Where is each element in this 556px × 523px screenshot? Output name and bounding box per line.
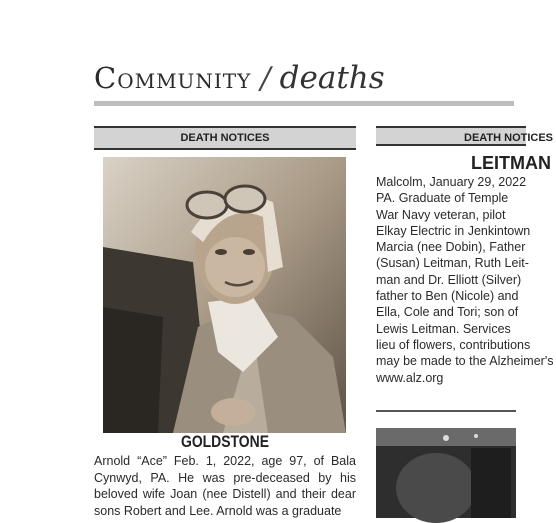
- body-line: man and Dr. Elliott (Silver): [376, 272, 522, 287]
- obituary-body-leitman: [376, 174, 556, 386]
- body-line: Lewis Leitman. Services: [376, 321, 511, 336]
- title-separator: /: [260, 61, 271, 96]
- obituary-name-goldstone: GOLDSTONE: [180, 432, 270, 451]
- subsection-title: deaths: [279, 60, 385, 96]
- body-line: War Navy veteran, pilot: [376, 207, 506, 222]
- body-line: Marcia (nee Dobin), Father: [376, 240, 526, 255]
- column-header-left: DEATH NOTICES: [94, 126, 356, 150]
- body-line: Ella, Cole and Tori; son of: [376, 305, 519, 320]
- portrait-photo: [103, 157, 346, 433]
- obituary-body-goldstone: Arnold “Ace” Feb. 1, 2022, age 97, of Bala Cynwyd, PA. He was pre-deceased by his beloved wife Joan (nee Distell) and their dear sons Robert and Lee. Arnold was a graduate: [94, 454, 356, 518]
- masthead: [94, 60, 385, 96]
- body-line: father to Ben (Nicole) and: [376, 289, 519, 304]
- column-header-right: DEATH NOTICES: [376, 126, 526, 146]
- secondary-photo: [376, 428, 516, 518]
- masthead-rule: [94, 101, 514, 106]
- column-rule: [376, 410, 516, 412]
- body-line: Malcolm, January 29, 2022: [376, 175, 527, 189]
- body-line: www.alz.org: [376, 370, 444, 385]
- body-line: may be made to the Alzheimer's: [376, 354, 554, 369]
- obituary-name-leitman: LEITMAN: [471, 153, 551, 173]
- body-line: (Susan) Leitman, Ruth Leit-: [376, 256, 529, 271]
- body-line: PA. Graduate of Temple: [376, 191, 509, 206]
- body-line: lieu of flowers, contributions: [376, 337, 531, 352]
- section-title: Community: [94, 61, 252, 95]
- body-line: Elkay Electric in Jenkintown: [376, 223, 531, 238]
